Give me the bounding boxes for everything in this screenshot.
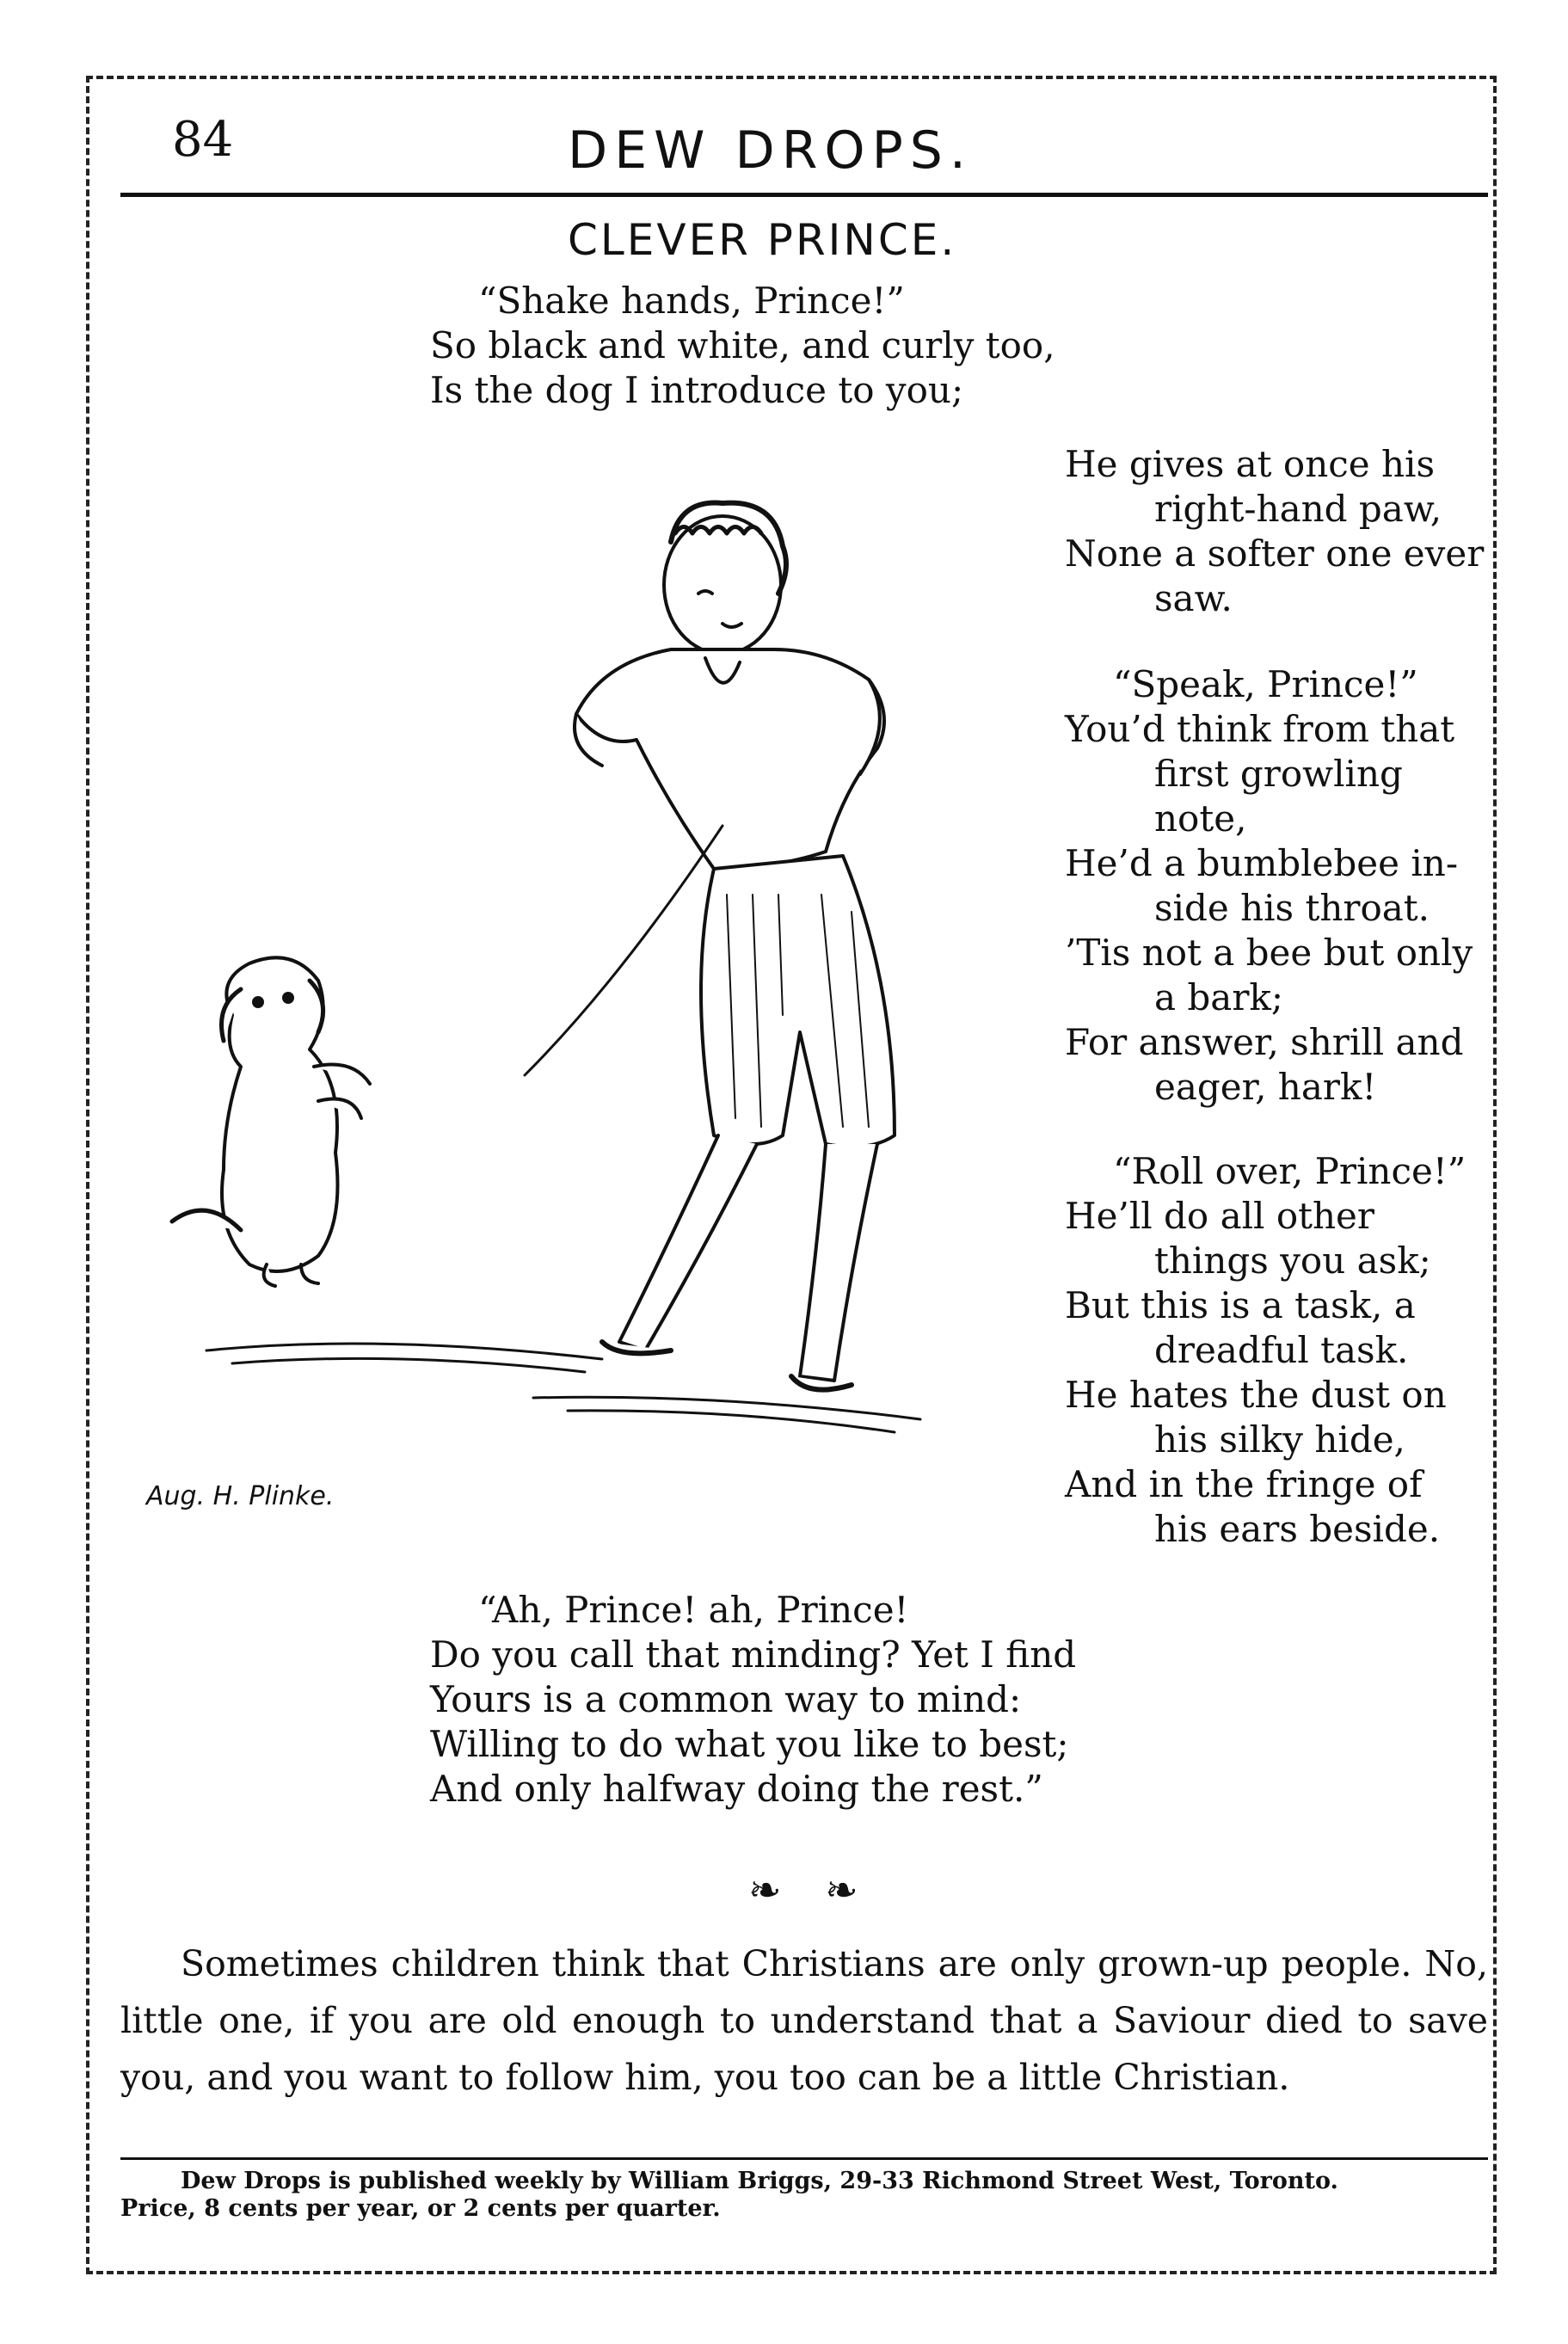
stanza-2 <box>1065 662 1473 1110</box>
stanza-1 <box>430 279 1055 413</box>
stanza-1-right-line: saw. <box>1154 577 1233 619</box>
header-rule <box>120 193 1488 197</box>
stanza-2-line: a bark; <box>1154 976 1283 1018</box>
stanza-3-line: his silky hide, <box>1154 1418 1405 1461</box>
page-number: 84 <box>172 112 234 168</box>
stanza-3 <box>1065 1149 1466 1552</box>
boy-legs <box>602 1135 877 1390</box>
stanza-2-line: first growling <box>1154 753 1403 795</box>
poem-title: CLEVER PRINCE. <box>568 215 957 265</box>
stanza-2-line: side his throat. <box>1154 887 1430 929</box>
stanza-2-line: For answer, shrill and <box>1065 1021 1464 1063</box>
stanza-2-line: note, <box>1154 797 1247 840</box>
illustrator-signature: Aug. H. Plinke. <box>146 1481 335 1511</box>
stanza-4 <box>430 1588 1076 1812</box>
stanza-4-line: Do you call that minding? Yet I find <box>430 1633 1077 1676</box>
stanza-2-line: He’d a bumblebee in- <box>1065 842 1459 884</box>
leash <box>525 826 723 1075</box>
stanza-2-command: “Speak, Prince!” <box>1113 663 1418 705</box>
boy-knickers <box>701 856 895 1147</box>
stanza-3-line: But this is a task, a <box>1065 1284 1416 1326</box>
masthead: DEW DROPS. <box>568 120 973 181</box>
stanza-4-line: Willing to do what you like to best; <box>430 1723 1069 1765</box>
stanza-1-command: “Shake hands, Prince!” <box>478 280 905 322</box>
stanza-2-line: You’d think from that <box>1065 708 1455 750</box>
boy-body <box>575 649 884 869</box>
stanza-3-line: dreadful task. <box>1154 1329 1409 1371</box>
stanza-2-line: ’Tis not a bee but only <box>1065 932 1473 974</box>
ornament-divider: ❧ ❧ <box>748 1867 874 1913</box>
stanza-3-command: “Roll over, Prince!” <box>1113 1150 1467 1192</box>
boy-and-dog-illustration <box>120 464 1032 1531</box>
stanza-1-continued <box>1065 442 1484 621</box>
footer-price-line: Price, 8 cents per year, or 2 cents per quarter. <box>120 2195 721 2222</box>
footer-rule <box>120 2157 1488 2160</box>
stanza-1-right-line: He gives at once his <box>1065 443 1436 485</box>
stanza-4-command: “Ah, Prince! ah, Prince! <box>478 1589 909 1631</box>
stanza-3-line: things you ask; <box>1154 1240 1431 1282</box>
stanza-2-line: eager, hark! <box>1154 1066 1377 1108</box>
page-header <box>163 112 1497 189</box>
stanza-3-line: He’ll do all other <box>1065 1195 1374 1237</box>
stanza-3-line: his ears beside. <box>1154 1508 1441 1550</box>
stanza-4-line: And only halfway doing the rest.” <box>430 1768 1043 1810</box>
boy-head <box>664 503 786 654</box>
publisher-footer <box>120 2168 1488 2223</box>
stanza-4-line: Yours is a common way to mind: <box>430 1678 1022 1720</box>
dog-prince <box>172 957 370 1286</box>
closing-paragraph-text: Sometimes children think that Christians are only grown-up people. No, little one, if you are old enough to understand that a Saviour died to save you, and you want to follow him, you too can be a little Christian. <box>120 1943 1488 2098</box>
stanza-1-right-line: right-hand paw, <box>1154 488 1442 530</box>
footer-publisher-line: Dew Drops is published weekly by William Briggs, 29-33 Richmond Street West, Toronto. <box>181 2168 1338 2194</box>
closing-paragraph <box>120 1935 1488 2106</box>
stanza-1-line: Is the dog I introduce to you; <box>430 369 964 411</box>
stanza-3-line: And in the fringe of <box>1065 1463 1423 1505</box>
stanza-1-line: So black and white, and curly too, <box>430 324 1055 366</box>
stanza-3-line: He hates the dust on <box>1065 1374 1447 1416</box>
stanza-1-right-line: None a softer one ever <box>1065 532 1485 575</box>
